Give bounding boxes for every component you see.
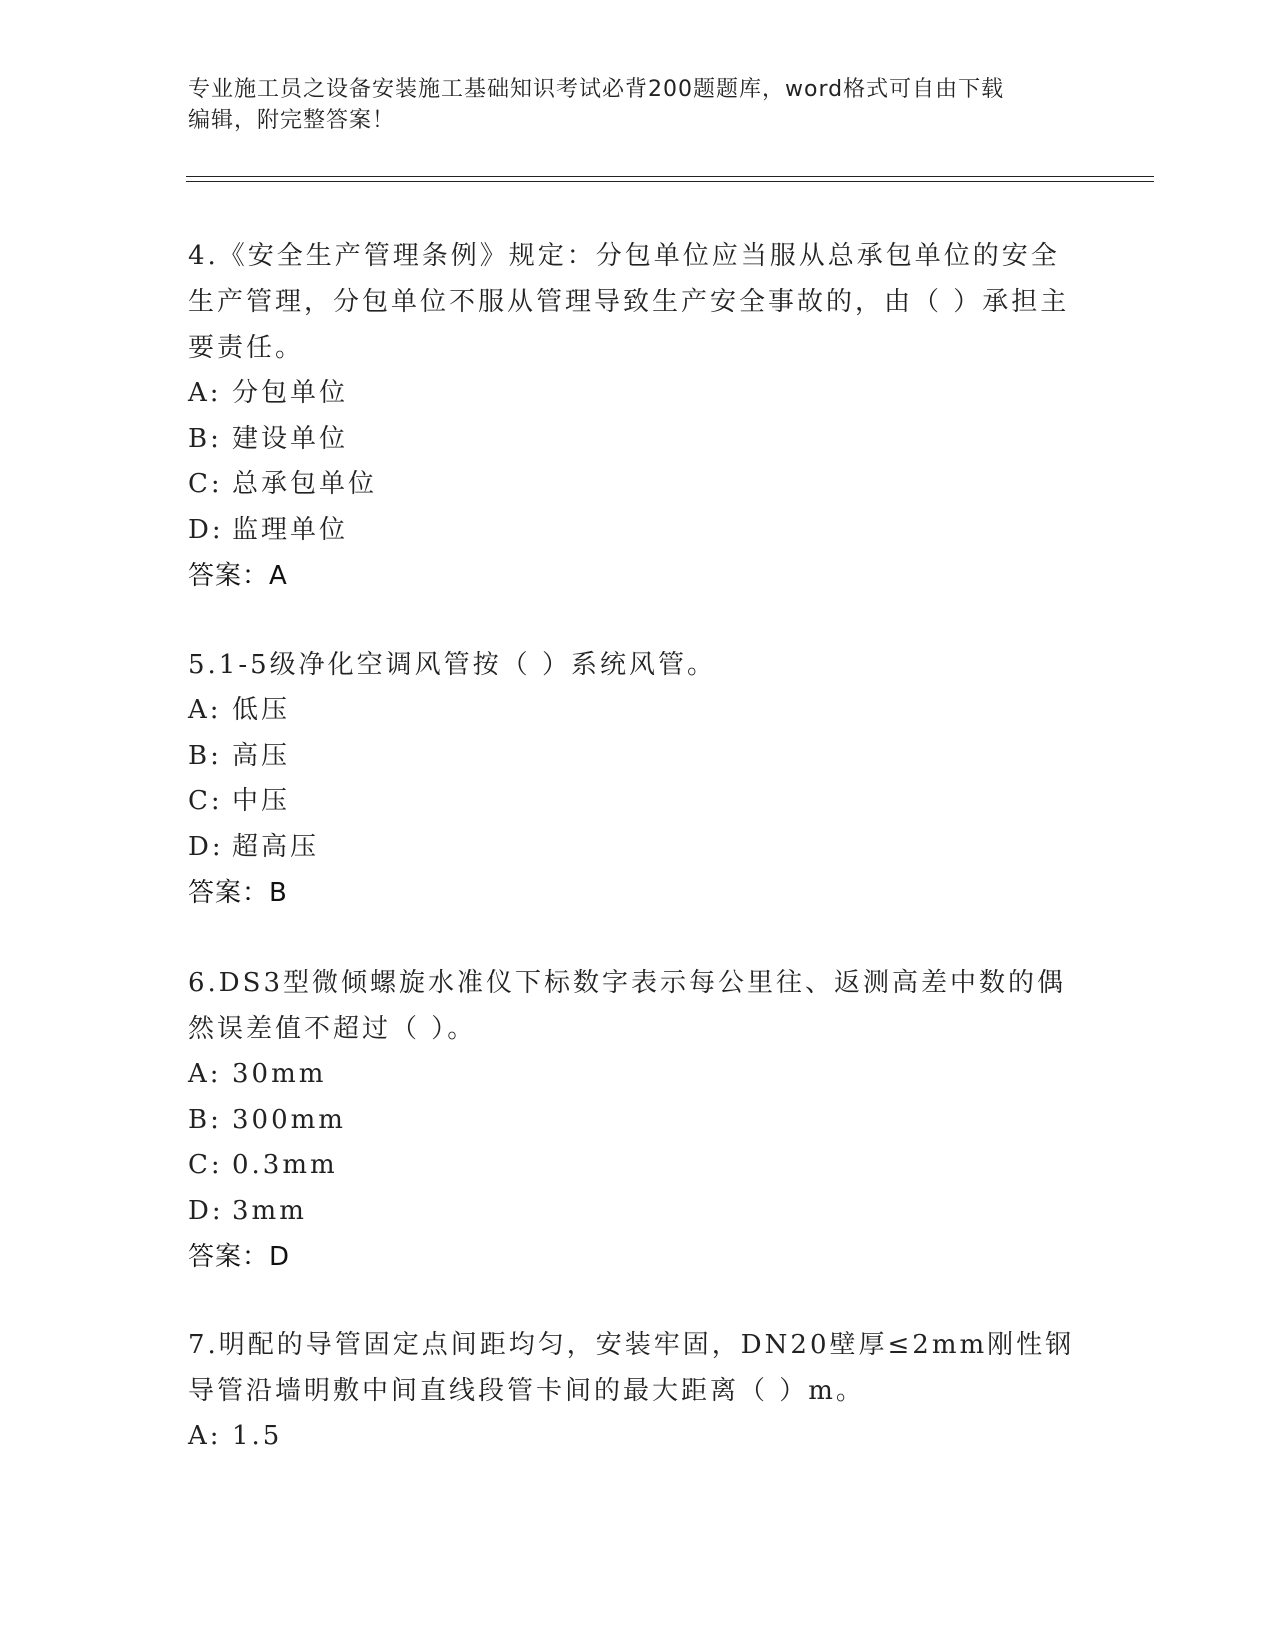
option-key: D: — [188, 831, 224, 862]
question-stem: 5.1-5级净化空调风管按（ ）系统风管。 — [188, 650, 716, 680]
option-text: 1.5 — [232, 1421, 283, 1451]
answer-line: 答案：B — [188, 878, 288, 908]
option-d — [188, 1189, 1078, 1235]
option-key: C: — [188, 786, 223, 816]
answer-line: 答案：D — [188, 1242, 291, 1272]
question-stem: 6.DS3型微倾螺旋水准仪下标数字表示每公里往、返测高差中数的偶然误差值不超过（ ）。 — [188, 968, 1067, 1044]
option-key: A: — [188, 695, 222, 725]
header-title-line-2: 编辑，附完整答案！ — [188, 108, 396, 133]
question-stem: 7.明配的导管固定点间距均匀，安装牢固，DN20壁厚≤2mm刚性钢导管沿墙明敷中间直线段管卡间的最大距离（ ）m。 — [188, 1330, 1075, 1406]
header-divider-top — [186, 176, 1154, 177]
option-text: 超高压 — [232, 831, 320, 862]
option-key: B: — [188, 740, 222, 771]
option-text: 高压 — [232, 740, 291, 771]
option-text: 3mm — [232, 1195, 307, 1226]
option-text: 30mm — [232, 1059, 327, 1089]
option-key: A: — [188, 1421, 222, 1451]
option-b — [188, 734, 1078, 780]
answer-line: 答案：A — [188, 561, 288, 591]
option-a — [188, 688, 1078, 734]
question-stem: 4.《安全生产管理条例》规定：分包单位应当服从总承包单位的安全生产管理，分包单位不服从管理导致生产安全事故的，由（ ）承担主要责任。 — [188, 241, 1070, 363]
option-key: D: — [188, 1195, 224, 1226]
option-c — [188, 1143, 1078, 1189]
option-a — [188, 1414, 1078, 1460]
option-d — [188, 825, 1078, 871]
question-4 — [188, 233, 1078, 599]
question-5 — [188, 642, 1078, 916]
option-text: 监理单位 — [232, 514, 349, 545]
option-key: A: — [188, 378, 222, 408]
option-b — [188, 1098, 1078, 1144]
option-b — [188, 417, 1078, 463]
option-a — [188, 1052, 1078, 1098]
option-key: C: — [188, 1150, 223, 1180]
option-a — [188, 371, 1078, 417]
option-c — [188, 779, 1078, 825]
option-key: D: — [188, 514, 224, 545]
option-text: 300mm — [232, 1104, 346, 1135]
document-header — [188, 74, 1088, 136]
option-text: 中压 — [232, 786, 291, 816]
option-key: C: — [188, 469, 223, 499]
header-title-line-1: 专业施工员之设备安装施工基础知识考试必背200题题库，word格式可自由下载 — [188, 77, 1005, 102]
question-7 — [188, 1322, 1078, 1460]
option-key: A: — [188, 1059, 222, 1089]
option-key: B: — [188, 423, 222, 454]
option-c — [188, 462, 1078, 508]
option-text: 低压 — [232, 695, 291, 725]
question-6 — [188, 960, 1078, 1280]
header-divider-bottom — [186, 181, 1154, 182]
option-text: 0.3mm — [232, 1150, 338, 1180]
option-key: B: — [188, 1104, 222, 1135]
option-d — [188, 508, 1078, 554]
option-text: 建设单位 — [232, 423, 349, 454]
option-text: 总承包单位 — [232, 469, 378, 499]
option-text: 分包单位 — [232, 378, 349, 408]
